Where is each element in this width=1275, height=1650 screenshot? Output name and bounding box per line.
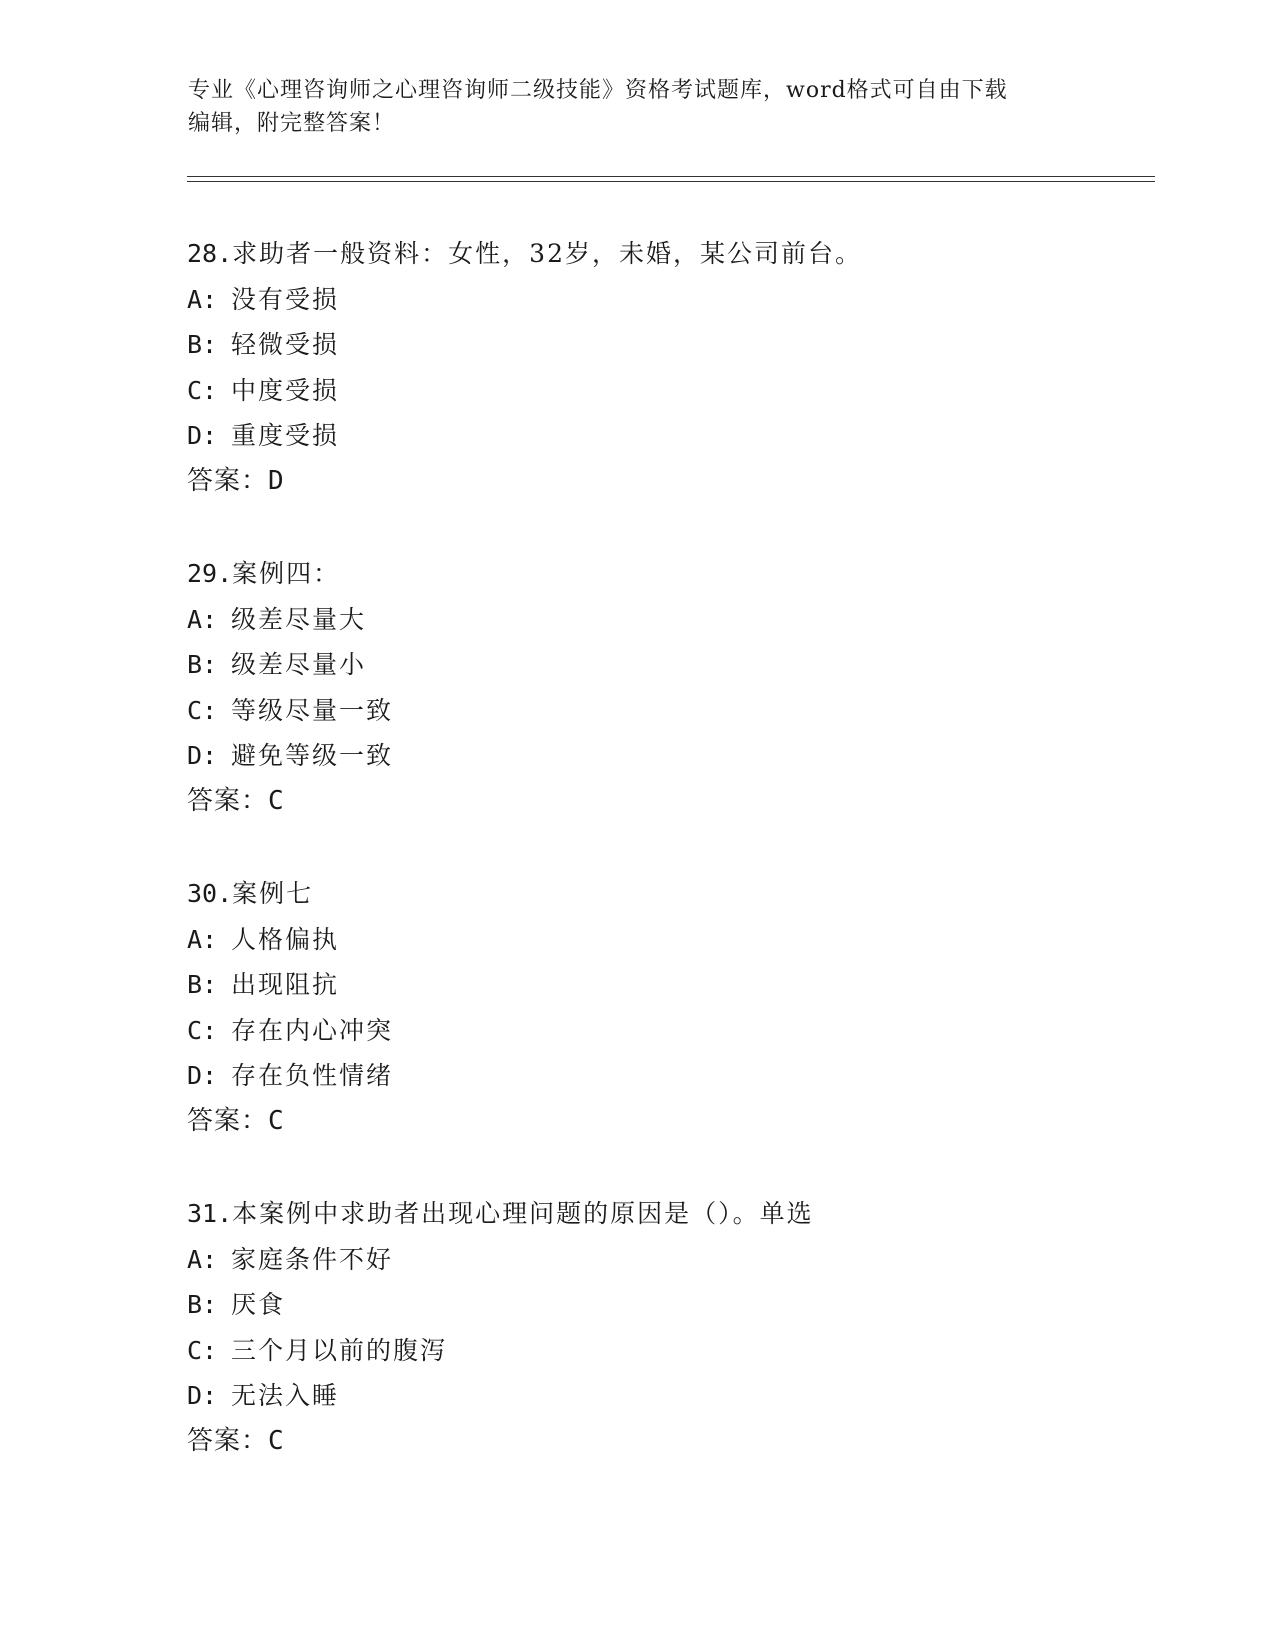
question-30 [187,871,1147,1144]
option-a [187,917,1147,963]
option-c [187,1328,1147,1374]
option-c [187,1008,1147,1054]
question-number: 30. [187,879,233,908]
option-text: 存在负性情绪 [231,1061,394,1090]
answer-label: 答案： [187,1425,269,1456]
question-text: 本案例中求助者出现心理问题的原因是（）。单选 [232,1199,814,1228]
question-number: 29. [187,559,233,588]
answer-line [187,779,1147,825]
option-text: 轻微受损 [231,330,340,359]
option-d [187,413,1147,459]
answer-value: C [268,1425,285,1456]
option-b [187,962,1147,1008]
answer-label: 答案： [187,465,269,496]
option-text: 人格偏执 [231,924,340,954]
option-letter: D: [187,741,218,770]
question-text: 案例七 [232,879,314,908]
option-text: 重度受损 [231,421,340,450]
option-letter: D: [187,421,218,450]
option-a [187,597,1147,643]
answer-line [187,459,1147,505]
option-text: 避免等级一致 [231,741,394,770]
option-letter: B: [187,970,218,999]
question-text: 求助者一般资料：女性，32岁，未婚，某公司前台。 [232,239,862,268]
answer-label: 答案： [187,785,269,816]
header-divider-bottom [187,181,1155,182]
answer-value: C [268,785,285,816]
option-d [187,1373,1147,1419]
option-letter: C: [187,1335,218,1365]
option-letter: C: [187,1015,218,1045]
option-letter: D: [187,1381,218,1410]
option-letter: A: [187,284,218,314]
option-text: 出现阻抗 [231,970,340,999]
answer-line [187,1419,1147,1465]
option-b [187,1282,1147,1328]
option-b [187,322,1147,368]
header-line-1: 专业《心理咨询师之心理咨询师二级技能》资格考试题库，word格式可自由下载 [188,78,1008,103]
answer-value: C [268,1105,285,1136]
option-a [187,1237,1147,1283]
option-text: 三个月以前的腹泻 [231,1335,448,1365]
question-stem [187,551,1147,597]
option-b [187,642,1147,688]
answer-label: 答案： [187,1105,269,1136]
answer-value: D [268,465,285,496]
option-letter: A: [187,924,218,954]
option-text: 中度受损 [231,375,340,405]
question-stem [187,231,1147,277]
option-a [187,277,1147,323]
option-letter: C: [187,375,218,405]
option-text: 级差尽量大 [231,604,367,634]
option-letter: B: [187,330,218,359]
answer-line [187,1099,1147,1145]
header-divider-top [187,176,1155,177]
option-letter: A: [187,1244,218,1274]
option-text: 家庭条件不好 [231,1244,394,1274]
option-text: 等级尽量一致 [231,695,394,725]
document-header [188,74,1088,140]
option-text: 存在内心冲突 [231,1015,394,1045]
option-letter: B: [187,1290,218,1319]
option-c [187,368,1147,414]
option-letter: A: [187,604,218,634]
option-letter: C: [187,695,218,725]
option-text: 级差尽量小 [231,650,367,679]
question-number: 31. [187,1199,233,1228]
header-line-2: 编辑，附完整答案！ [188,111,396,136]
option-d [187,733,1147,779]
option-text: 没有受损 [231,284,340,314]
question-stem [187,871,1147,917]
question-29 [187,551,1147,824]
question-number: 28. [187,239,233,268]
question-text: 案例四： [232,559,341,588]
option-letter: D: [187,1061,218,1090]
question-stem [187,1191,1147,1237]
option-text: 厌食 [231,1290,286,1319]
question-28 [187,231,1147,504]
option-d [187,1053,1147,1099]
question-31 [187,1191,1147,1464]
option-c [187,688,1147,734]
option-text: 无法入睡 [231,1381,340,1410]
option-letter: B: [187,650,218,679]
